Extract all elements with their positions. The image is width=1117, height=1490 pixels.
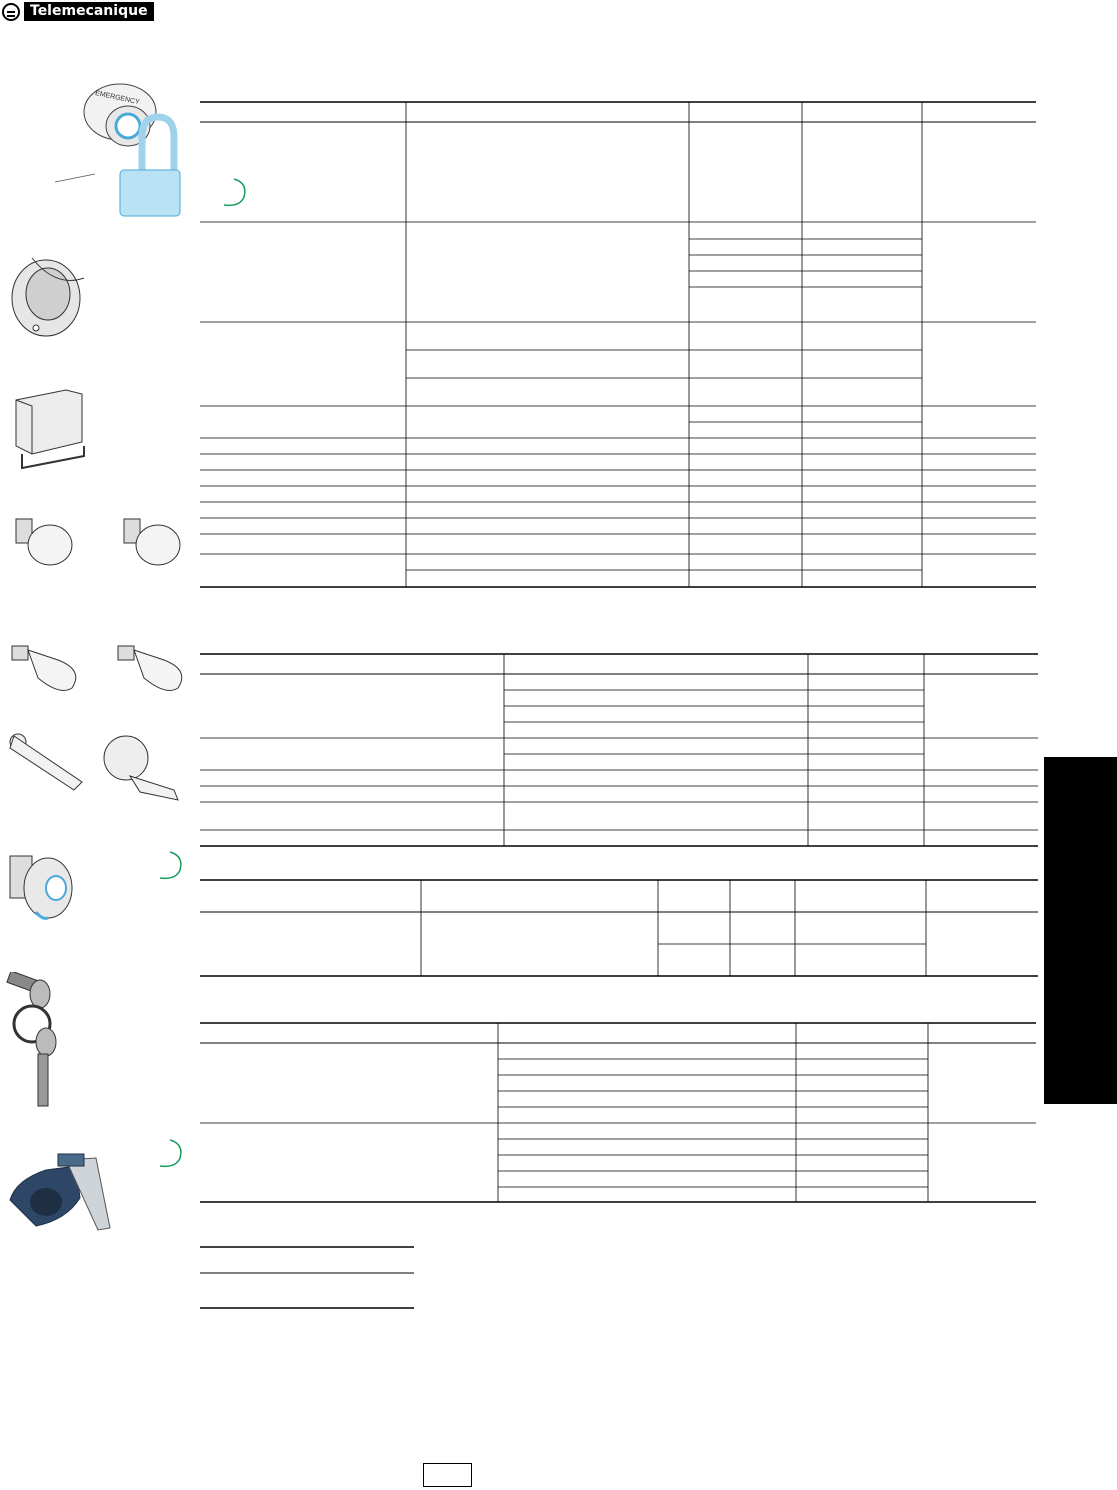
footnote-table (200, 1247, 414, 1308)
accessories-table (200, 102, 1036, 587)
light-sources-table (200, 654, 1038, 846)
section-side-tab (1044, 757, 1117, 1104)
padlock-button-label: EMERGENCY (94, 89, 141, 107)
keys-table (200, 1023, 1036, 1202)
page-number-box (423, 1463, 472, 1487)
brand-name: Telemecanique (24, 2, 154, 21)
mushroom-heads-table (200, 880, 1038, 976)
